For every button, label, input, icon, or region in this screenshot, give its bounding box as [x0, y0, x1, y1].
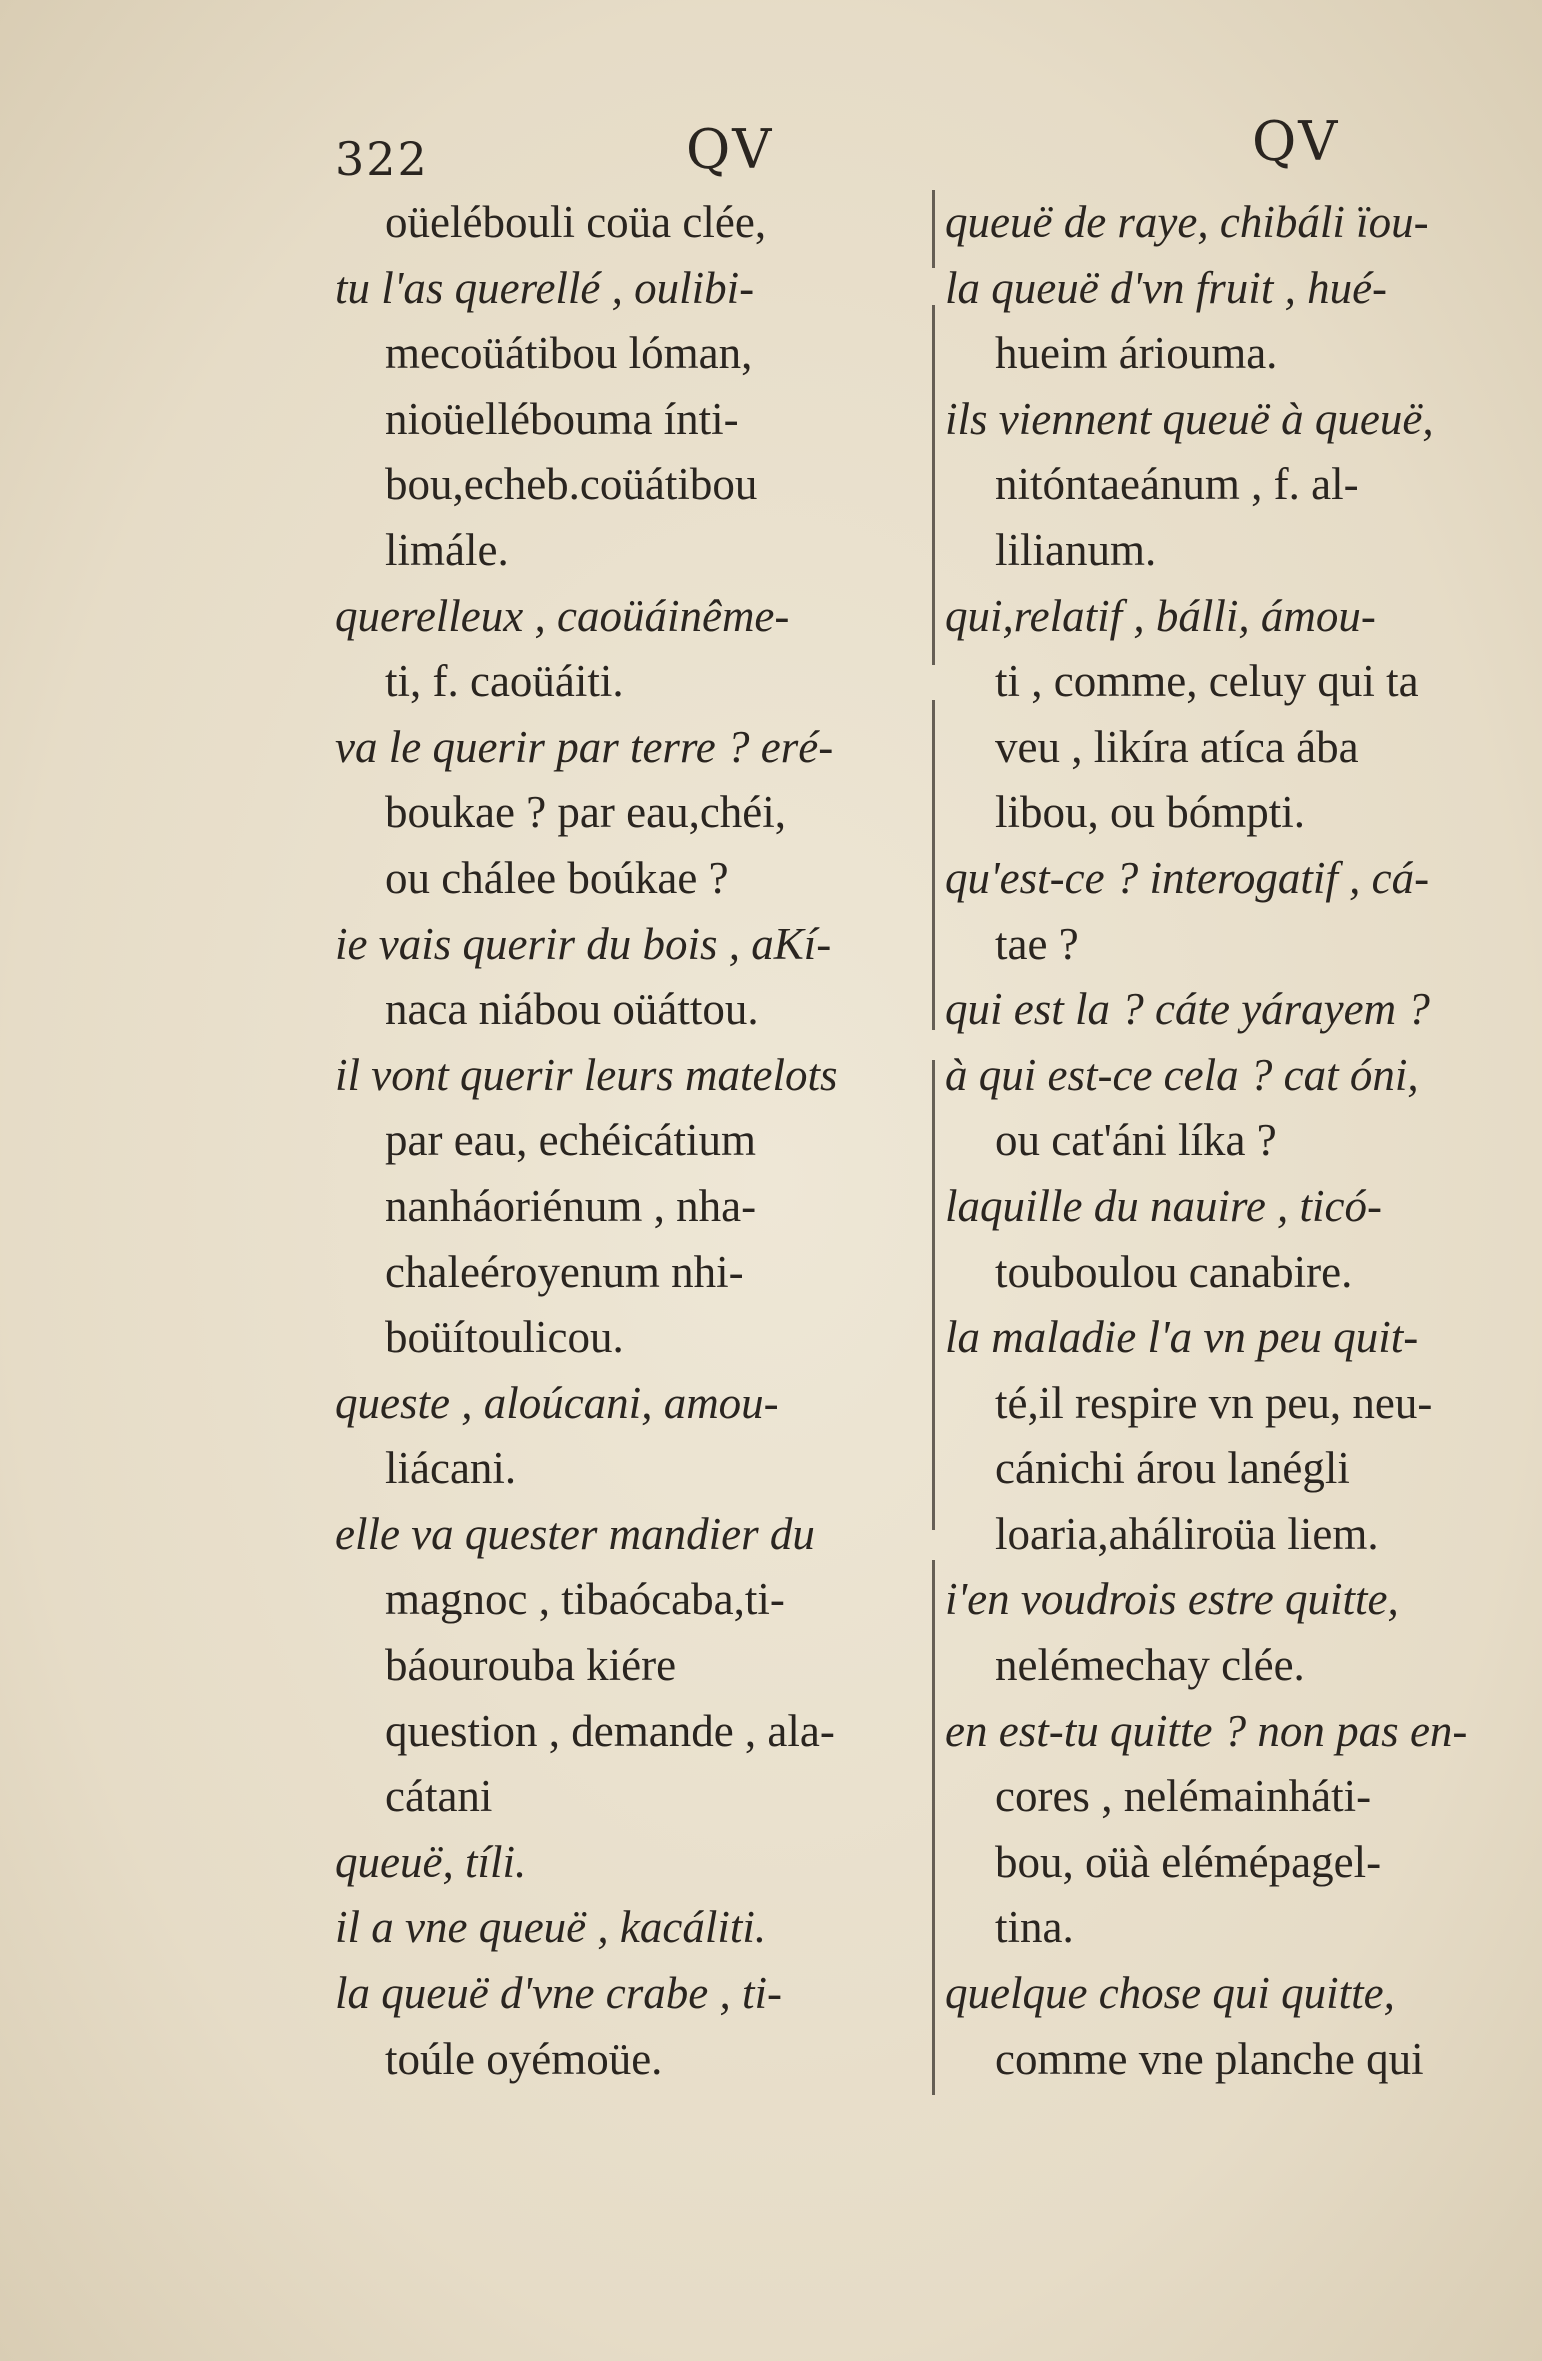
text-line: cánichi árou lanégli — [995, 1443, 1350, 1494]
text-line: boukae ? par eau,chéi, — [385, 787, 787, 838]
text-line: báourouba kiére — [385, 1640, 677, 1691]
text-line: ti , comme, celuy qui ta — [995, 656, 1419, 707]
text-line: loaria,aháliroüa liem. — [995, 1508, 1379, 1559]
text-line: ie vais querir du bois , aKí- — [335, 918, 832, 969]
text-line: ti, f. caoüáiti. — [385, 656, 624, 707]
column-divider — [932, 190, 935, 268]
column-divider — [932, 700, 935, 1030]
text-line: par eau, echéicátium — [385, 1115, 757, 1166]
text-line: magnoc , tibaócaba,ti- — [385, 1574, 785, 1625]
page-number: 322 — [335, 132, 429, 186]
text-line: liácani. — [385, 1443, 517, 1494]
text-line: nioüellébouma ínti- — [385, 393, 739, 444]
text-line: quelque chose qui quitte, — [945, 1968, 1395, 2019]
text-line: boüítoulicou. — [385, 1312, 624, 1363]
text-line: la queuë d'vn fruit , hué- — [945, 262, 1388, 313]
text-line: la queuë d'vne crabe , ti- — [335, 1968, 782, 2019]
text-line: querelleux , caoüáinême- — [335, 590, 790, 641]
text-line: mecoüátibou lóman, — [385, 328, 753, 379]
left-running-head: QV — [686, 118, 774, 181]
text-line: la maladie l'a vn peu quit- — [945, 1312, 1419, 1363]
text-line: tu l'as querellé , oulibi- — [335, 262, 755, 313]
text-line: qu'est-ce ? interogatif , cá- — [945, 852, 1430, 903]
text-line: queuë, tíli. — [335, 1836, 527, 1887]
text-line: ou chálee boúkae ? — [385, 852, 729, 903]
text-line: ils viennent queuë à queuë, — [945, 393, 1434, 444]
text-line: veu , likíra atíca ába — [995, 721, 1359, 772]
text-line: lilianum. — [995, 524, 1157, 575]
text-line: i'en voudrois estre quitte, — [945, 1574, 1399, 1625]
text-line: bou,echeb.coüátibou — [385, 459, 758, 510]
text-line: en est-tu quitte ? non pas en- — [945, 1705, 1468, 1756]
text-line: queuë de raye, chibáli ïou- — [945, 197, 1429, 247]
text-line: qui,relatif , bálli, ámou- — [945, 590, 1376, 641]
text-line: nanháoriénum , nha- — [385, 1180, 757, 1231]
text-line: nitóntaeánum , f. al- — [995, 459, 1359, 510]
text-line: il a vne queuë , kacáliti. — [335, 1902, 767, 1953]
text-line: naca niábou oüáttou. — [385, 984, 759, 1035]
text-line: cores , nelémainháti- — [995, 1771, 1372, 1822]
text-line: libou, ou bómpti. — [995, 787, 1306, 838]
text-line: à qui est-ce cela ? cat óni, — [945, 1049, 1419, 1100]
text-line: nelémechay clée. — [995, 1640, 1305, 1691]
text-line: limále. — [385, 524, 509, 575]
text-line: té,il respire vn peu, neu- — [995, 1377, 1433, 1428]
text-line: question , demande , ala- — [385, 1705, 835, 1756]
text-line: bou, oüà elémépagel- — [995, 1836, 1382, 1887]
text-line: laquille du nauire , ticó- — [945, 1180, 1383, 1231]
text-line: toúle oyémoüe. — [385, 2033, 663, 2084]
text-line: touboulou canabire. — [995, 1246, 1353, 1297]
right-column — [945, 190, 1520, 2092]
text-line: elle va quester mandier du — [335, 1508, 815, 1559]
column-divider — [932, 305, 935, 665]
right-running-head: QV — [1252, 110, 1340, 173]
text-line: hueim áriouma. — [995, 328, 1278, 379]
text-line: tina. — [995, 1902, 1074, 1953]
left-column — [335, 190, 925, 2092]
text-line: chaleéroyenum nhi- — [385, 1246, 744, 1297]
text-line: oüelébouli coüa clée, — [385, 197, 767, 247]
text-line: va le querir par terre ? eré- — [335, 721, 834, 772]
text-line: queste , aloúcani, amou- — [335, 1377, 779, 1428]
column-divider — [932, 1560, 935, 2095]
text-line: cátani — [385, 1771, 493, 1822]
text-line: ou cat'áni líka ? — [995, 1115, 1277, 1166]
text-line: tae ? — [995, 918, 1079, 969]
column-divider — [932, 1060, 935, 1530]
text-line: comme vne planche qui — [995, 2033, 1424, 2084]
text-line: qui est la ? cáte yárayem ? — [945, 984, 1430, 1035]
text-line: il vont querir leurs matelots — [335, 1049, 838, 1100]
